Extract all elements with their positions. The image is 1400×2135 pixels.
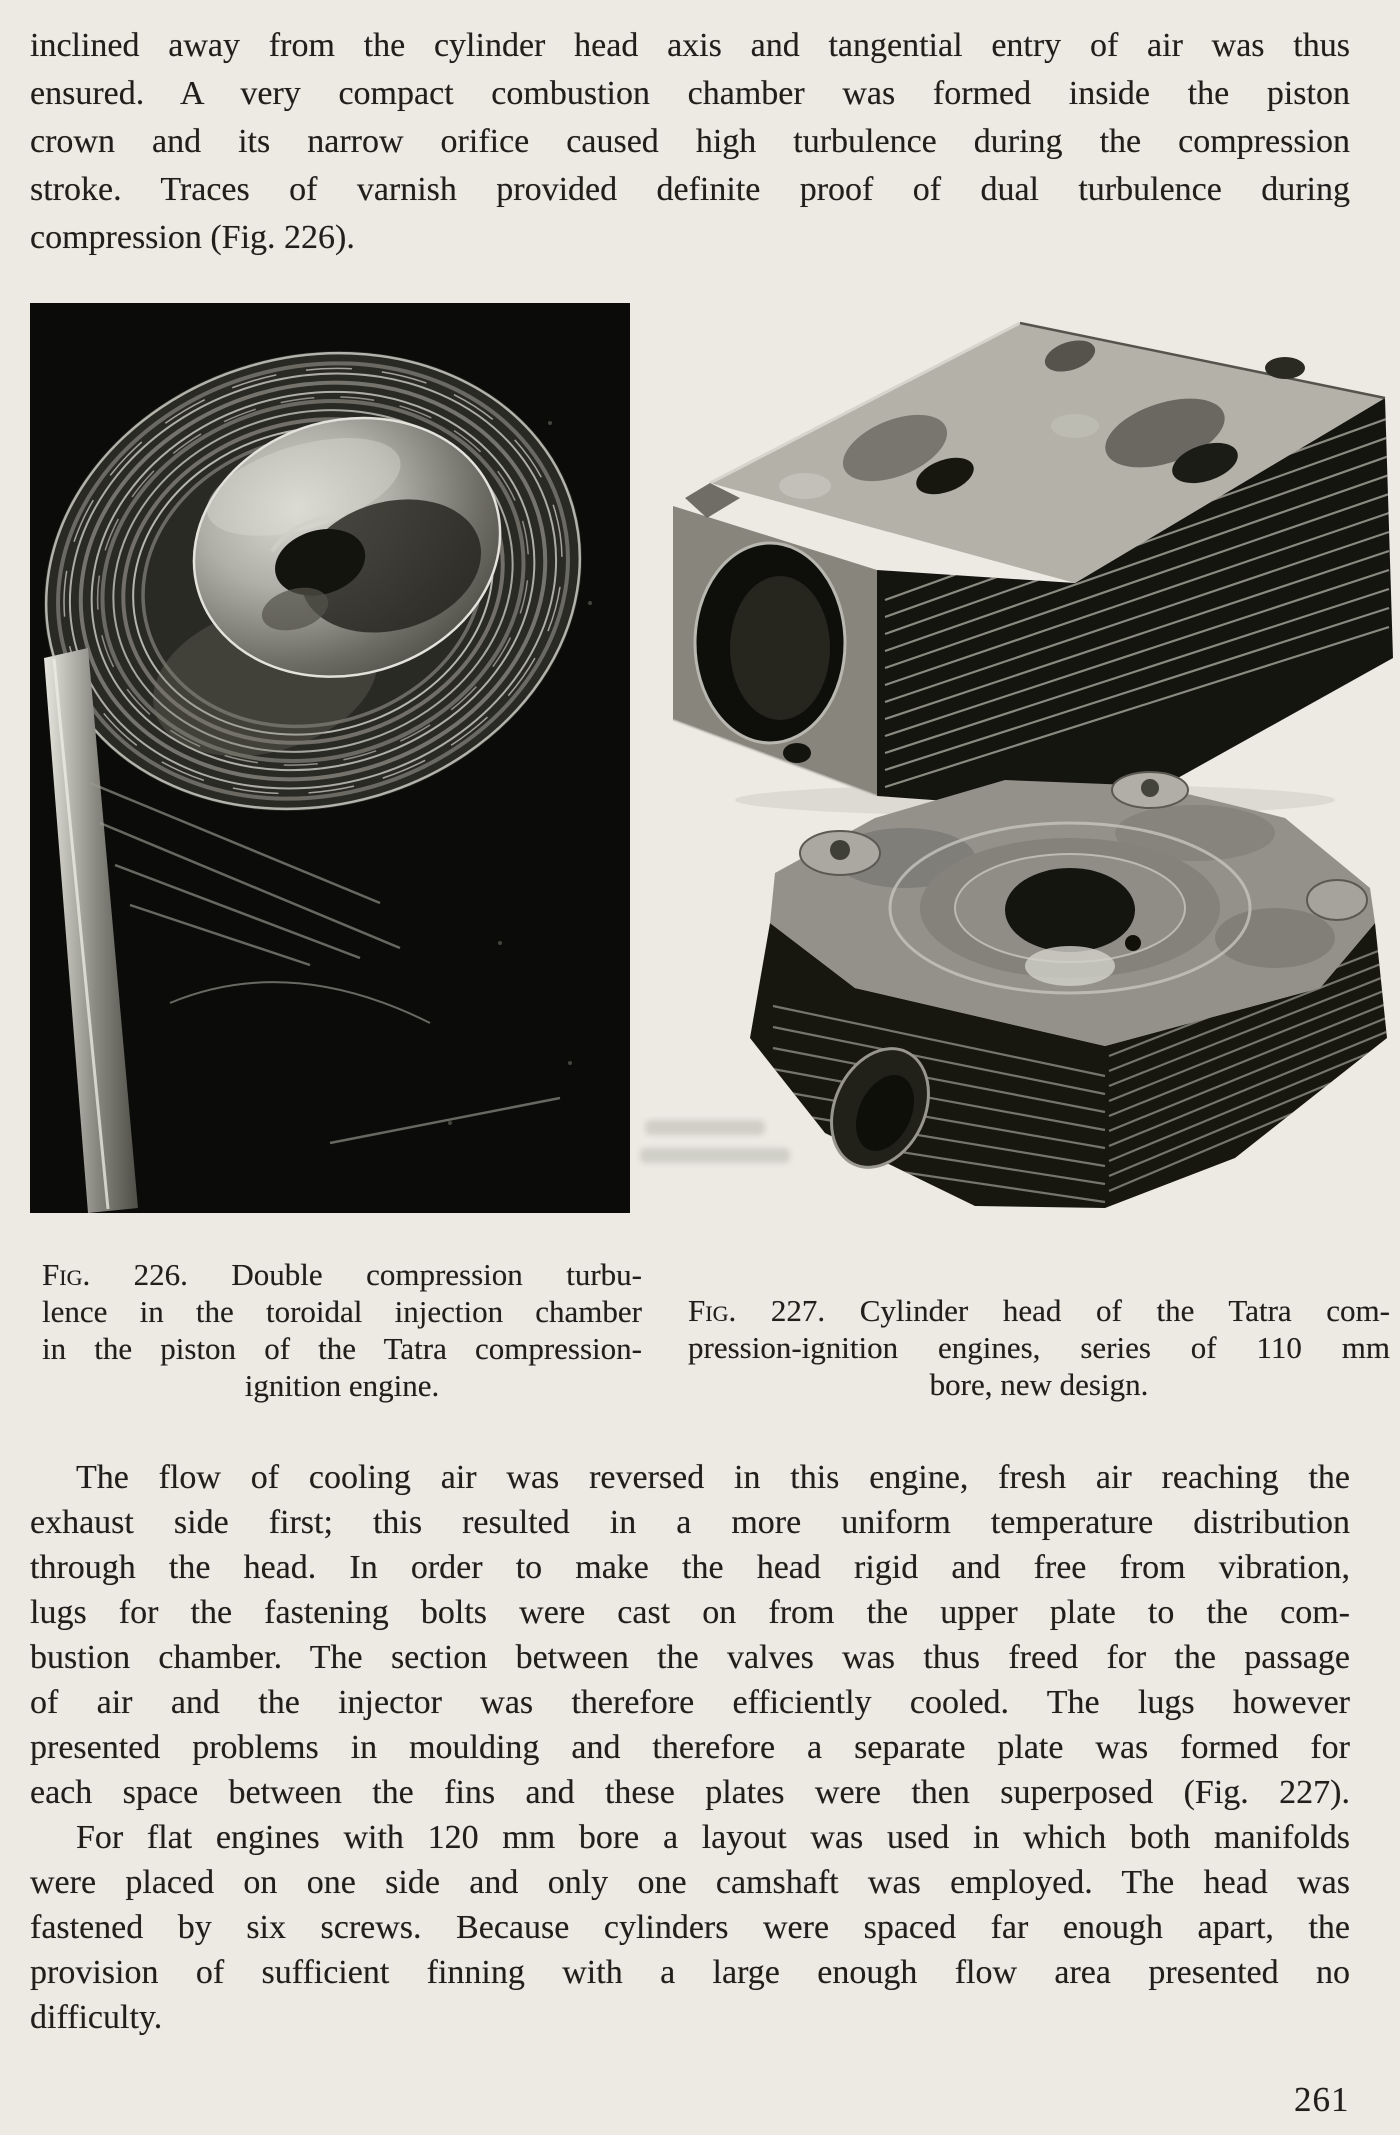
text-line: inclined away from the cylinder head axis and tangential entry of air was thus: [30, 27, 1350, 64]
figure-label: Fig. 226.: [42, 1257, 188, 1292]
intro-paragraph: [30, 22, 1350, 262]
figure-label: Fig. 227.: [688, 1293, 826, 1328]
text-line: presented problems in moulding and therefore a separate plate was formed for: [30, 1729, 1350, 1766]
text-line: compression (Fig. 226).: [30, 219, 355, 256]
fig-226-illustration: [30, 303, 630, 1213]
caption-line: pression-ignition engines, series of 110 mm: [688, 1330, 1390, 1365]
caption-line: [42, 1256, 642, 1293]
print-bleed-smudge: [645, 1120, 765, 1135]
print-bleed-smudge: [640, 1148, 790, 1163]
text-line: through the head. In order to make the head rigid and free from vibration,: [30, 1549, 1350, 1586]
text-line: each space between the fins and these plates were then superposed (Fig. 227).: [30, 1774, 1350, 1811]
text-line: crown and its narrow orifice caused high turbulence during the compression: [30, 123, 1350, 160]
fig-227-caption: [688, 1292, 1390, 1403]
caption-line: in the piston of the Tatra compression-: [42, 1331, 642, 1366]
fig-227-photo-top: [645, 248, 1393, 818]
text-line: were placed on one side and only one camshaft was employed. The head was: [30, 1864, 1350, 1901]
mounting-boss: [1307, 880, 1367, 920]
caption-line: lence in the toroidal injection chamber: [42, 1294, 642, 1329]
cylinder-head-bottom-illustration: [675, 738, 1400, 1243]
text-line: difficulty.: [30, 1999, 163, 2036]
text-line: ensured. A very compact combustion chamber was formed inside the piston: [30, 75, 1350, 112]
text-line: exhaust side first; this resulted in a more uniform temperature distribution: [30, 1504, 1350, 1541]
text-line: bustion chamber. The section between the valves was thus freed for the passage: [30, 1639, 1350, 1676]
text-line: lugs for the fastening bolts were cast on from the upper plate to the com-: [30, 1594, 1350, 1631]
combustion-chamber-recess: [890, 823, 1250, 993]
text-line: For flat engines with 120 mm bore a layout was used in which both manifolds: [76, 1819, 1350, 1856]
text-line: fastened by six screws. Because cylinders were spaced far enough apart, the: [30, 1909, 1350, 1946]
text-line: provision of sufficient finning with a large enough flow area presented no: [30, 1954, 1350, 1991]
caption-line: ignition engine.: [244, 1368, 440, 1403]
text-line: stroke. Traces of varnish provided definite proof of dual turbulence during: [30, 171, 1350, 208]
fig-227-photo-bottom: [675, 738, 1400, 1243]
fig-226-caption: [42, 1256, 642, 1404]
caption-text: Cylinder head of the Tatra com-: [825, 1293, 1390, 1328]
caption-line: bore, new design.: [929, 1367, 1149, 1402]
page-number: 261: [1294, 2080, 1350, 2119]
caption-line: [688, 1292, 1390, 1329]
caption-text: Double compression turbu-: [187, 1257, 642, 1292]
body-paragraphs: [30, 1455, 1350, 2040]
cylinder-head-top-illustration: [645, 248, 1393, 818]
text-line: The flow of cooling air was reversed in this engine, fresh air reaching the: [76, 1459, 1350, 1496]
fig-226-photo: [30, 303, 630, 1213]
text-line: of air and the injector was therefore efficiently cooled. The lugs however: [30, 1684, 1350, 1721]
